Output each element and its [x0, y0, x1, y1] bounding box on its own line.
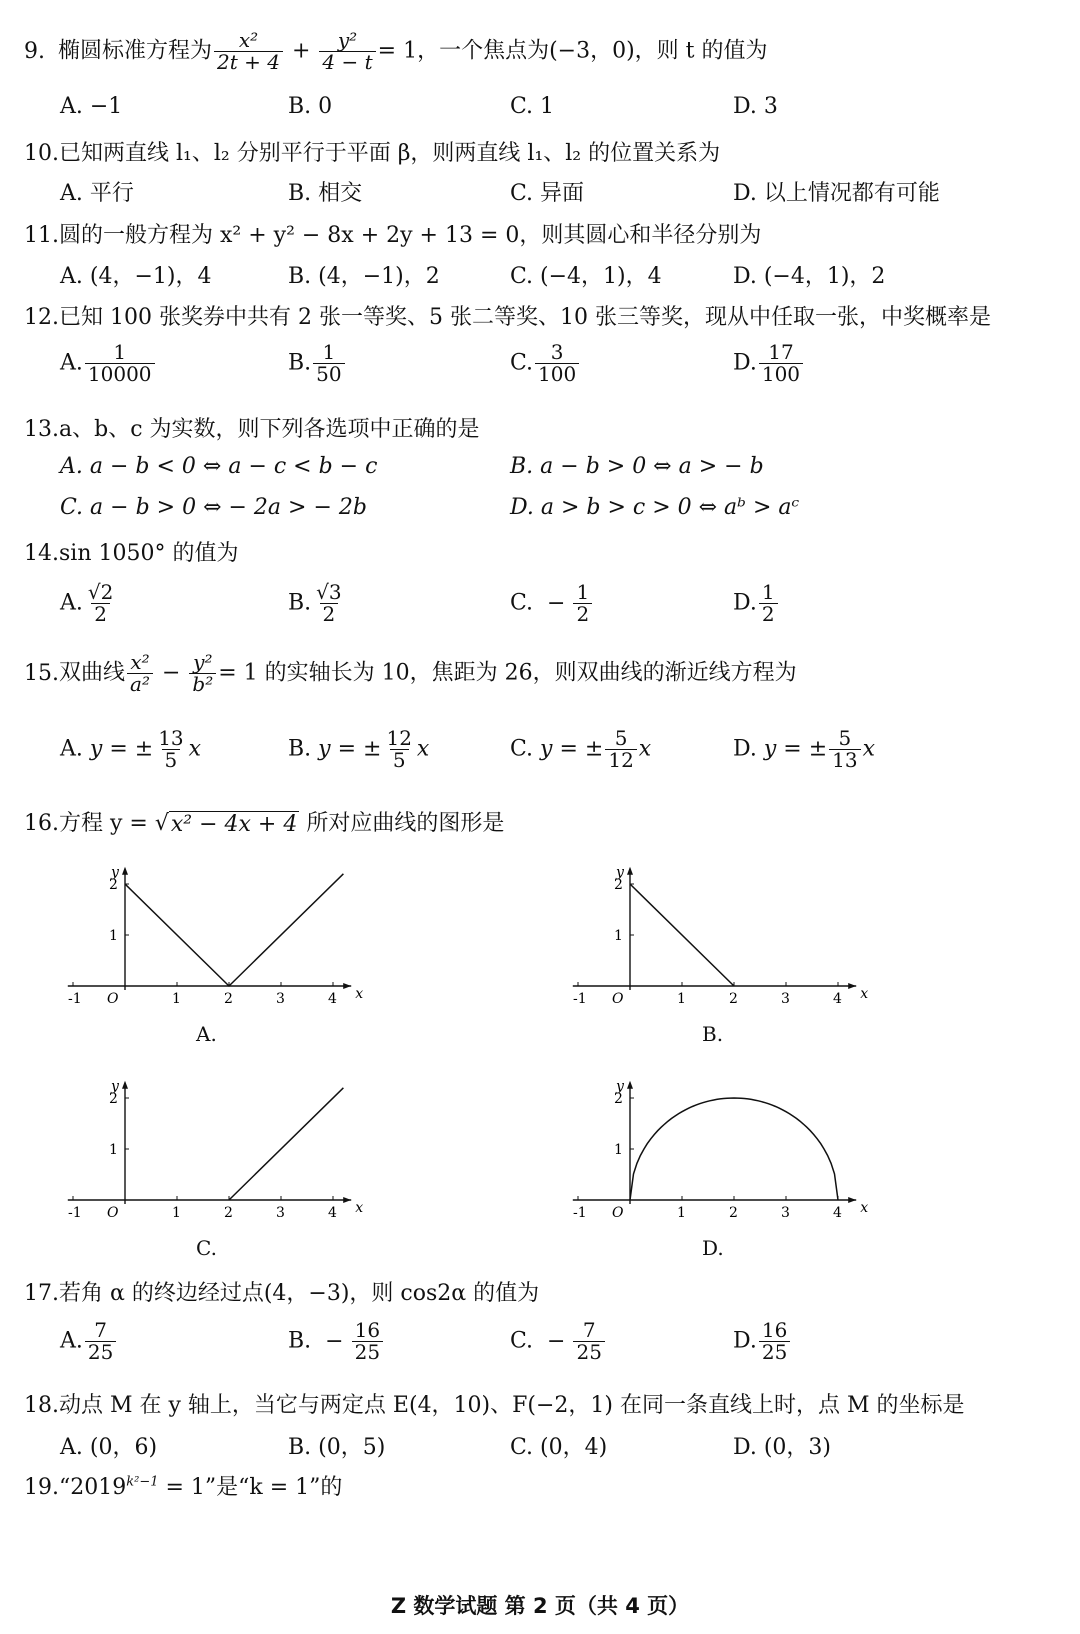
y-axis-label: y — [616, 1078, 624, 1095]
question-14: 14.sin 1050° 的值为 — [24, 541, 239, 566]
question-number: 16. — [24, 811, 59, 836]
option-c: C. − $\frac{1}{2}$ — [510, 582, 594, 625]
option-a: A. $\frac{√2}{2}$ — [60, 580, 114, 626]
graph-curve — [125, 874, 343, 986]
option-d: D. $\frac{16}{25}$ — [733, 1320, 792, 1363]
x-tick-label: 4 — [833, 1205, 842, 1221]
option-d: D. y = ± $\frac{5}{13}$ x — [733, 726, 876, 772]
x-tick-label: 4 — [328, 1205, 337, 1221]
question-number: 12. — [24, 305, 59, 330]
y-tick-label: 2 — [109, 877, 118, 893]
x-tick-label: -1 — [68, 1205, 82, 1221]
question-number: 17. — [24, 1281, 59, 1306]
x-axis-label: x — [355, 1200, 364, 1216]
question-16: 16.方程 y = √ x² − 4x + 4 所对应曲线的图形是 — [24, 811, 505, 837]
x-tick-label: 3 — [781, 991, 790, 1007]
option-a: A. 平行 — [60, 181, 134, 206]
x-tick-label: 4 — [833, 991, 842, 1007]
origin-label: O — [107, 991, 119, 1007]
option-c: C. y = ± $\frac{5}{12}$ x — [510, 726, 652, 772]
question-number: 15. — [24, 660, 59, 686]
option-a: A. (0，6) — [60, 1435, 158, 1460]
question-number: 9. — [24, 38, 45, 64]
question-15: 15.双曲线 $\frac{\text{x²}}{\text{a²}}$ − $\frac{\text{y²}}{\text{b²}}$ = 1 的实轴长为 10，焦距为 26，则双曲线的渐近线方程为 — [24, 650, 797, 696]
x-tick-label: 2 — [224, 991, 233, 1007]
option-b: B. (0，5) — [288, 1435, 386, 1460]
option-c: C. (0，4) — [510, 1435, 608, 1460]
question-13: 13.a、b、c 为实数，则下列各选项中正确的是 — [24, 417, 480, 442]
graph-d — [565, 1064, 869, 1224]
option-c: C. − $\frac{7}{25}$ — [510, 1320, 607, 1363]
page-footer: Z 数学试题 第 2 页（共 4 页） — [390, 1594, 690, 1618]
question-9: 9. 椭圆标准方程为 $\frac{\text{x²}}{2t + 4}$ + $\frac{\text{y²}}{4 - t}$ = 1，一个焦点为(−3，0)，则 t 的值为 — [24, 28, 768, 74]
graph-caption: B. — [702, 1022, 724, 1046]
x-axis-arrow — [848, 1197, 856, 1203]
x-tick-label: -1 — [573, 991, 587, 1007]
x-tick-label: 2 — [224, 1205, 233, 1221]
x-tick-label: 3 — [781, 1205, 790, 1221]
option-b: B. a − b > 0 ⇔ a > − b — [510, 454, 764, 479]
option-c: C. a − b > 0 ⇔ − 2a > − 2b — [60, 495, 367, 520]
option-b: B. (4，−1)，2 — [288, 264, 440, 289]
option-b: B. 0 — [288, 94, 333, 119]
option-b: B. − $\frac{16}{25}$ — [288, 1320, 385, 1363]
graph-a — [60, 850, 364, 1010]
graph-curve — [229, 1088, 343, 1200]
question-number: 19. — [24, 1475, 59, 1500]
option-c: C. (−4，1)，4 — [510, 264, 662, 289]
origin-label: O — [612, 1205, 624, 1221]
x-tick-label: 4 — [328, 991, 337, 1007]
origin-label: O — [107, 1205, 119, 1221]
question-18: 18.动点 M 在 y 轴上，当它与两定点 E(4，10)、F(−2，1) 在同一条直线上时，点 M 的坐标是 — [24, 1393, 965, 1418]
x-axis-arrow — [848, 983, 856, 989]
question-number: 10. — [24, 141, 59, 166]
square-root: √ x² − 4x + 4 — [154, 811, 298, 837]
option-a: A. $\frac{7}{25}$ — [60, 1320, 118, 1363]
y-axis-label: y — [111, 1078, 119, 1095]
option-a: A. y = ± $\frac{13}{5}$ x — [60, 726, 202, 772]
question-number: 13. — [24, 417, 59, 442]
option-d: D. $\frac{1}{2}$ — [733, 582, 780, 625]
graph-caption: C. — [196, 1236, 217, 1260]
option-d: D. $\frac{17}{100}$ — [733, 342, 805, 385]
option-c: C. 异面 — [510, 181, 585, 206]
option-d: D. 以上情况都有可能 — [733, 181, 940, 206]
x-tick-label: -1 — [573, 1205, 587, 1221]
option-b: B. y = ± $\frac{12}{5}$ x — [288, 726, 430, 772]
y-axis-arrow — [627, 867, 633, 875]
x-axis-label: x — [355, 986, 364, 1002]
x-tick-label: 1 — [677, 991, 686, 1007]
option-d: D. a > b > c > 0 ⇔ aᵇ > aᶜ — [510, 495, 800, 520]
x-tick-label: 1 — [172, 1205, 181, 1221]
fraction: $\frac{\text{x²}}{2t + 4}$ — [214, 30, 283, 73]
y-tick-label: 1 — [109, 928, 118, 944]
y-tick-label: 2 — [614, 877, 623, 893]
option-a: A. $\frac{1}{10000}$ — [60, 342, 157, 385]
x-axis-label: x — [860, 1200, 869, 1216]
y-axis-arrow — [627, 1081, 633, 1089]
x-tick-label: -1 — [68, 991, 82, 1007]
question-number: 11. — [24, 223, 59, 248]
question-number: 18. — [24, 1393, 59, 1418]
question-number: 14. — [24, 541, 59, 566]
x-tick-label: 3 — [276, 1205, 285, 1221]
x-axis-arrow — [343, 983, 351, 989]
graph-caption: A. — [196, 1022, 217, 1046]
graph-b — [565, 850, 869, 1010]
option-c: C. $\frac{3}{100}$ — [510, 342, 581, 385]
option-b: B. $\frac{1}{50}$ — [288, 342, 347, 385]
origin-label: O — [612, 991, 624, 1007]
y-tick-label: 1 — [614, 1142, 623, 1158]
option-a: A. (4，−1)，4 — [60, 264, 212, 289]
y-tick-label: 1 — [614, 928, 623, 944]
option-c: C. 1 — [510, 94, 555, 119]
y-axis-label: y — [616, 864, 624, 881]
y-axis-arrow — [122, 867, 128, 875]
option-d: D. (0，3) — [733, 1435, 832, 1460]
y-tick-label: 2 — [109, 1091, 118, 1107]
graph-c — [60, 1064, 364, 1224]
fraction: $\frac{\text{x²}}{\text{a²}}$ — [127, 652, 153, 695]
x-tick-label: 2 — [729, 991, 738, 1007]
graph-caption: D. — [702, 1236, 724, 1260]
graph-curve — [630, 1098, 838, 1200]
fraction: $\frac{\text{y²}}{4 - t}$ — [319, 30, 375, 73]
x-tick-label: 3 — [276, 991, 285, 1007]
fraction: $\frac{\text{y²}}{\text{b²}}$ — [189, 652, 216, 695]
x-tick-label: 1 — [172, 991, 181, 1007]
question-17: 17.若角 α 的终边经过点(4，−3)，则 cos2α 的值为 — [24, 1281, 540, 1306]
option-d: D. (−4，1)，2 — [733, 264, 886, 289]
option-d: D. 3 — [733, 94, 778, 119]
question-19: $19.“2019^{k^2-1} = 1$”是“k = 1”的 — [24, 1474, 343, 1500]
option-b: B. 相交 — [288, 181, 363, 206]
question-12: 12.已知 100 张奖券中共有 2 张一等奖、5 张二等奖、10 张三等奖，现从中任取一张，中奖概率是 — [24, 305, 991, 330]
option-a: A. −1 — [60, 94, 123, 119]
option-a: A. a − b < 0 ⇔ a − c < b − c — [60, 454, 378, 479]
y-tick-label: 1 — [109, 1142, 118, 1158]
y-tick-label: 2 — [614, 1091, 623, 1107]
x-tick-label: 2 — [729, 1205, 738, 1221]
option-b: B. $\frac{√3}{2}$ — [288, 580, 342, 626]
graph-curve — [630, 884, 734, 986]
x-axis-arrow — [343, 1197, 351, 1203]
question-11: 11.圆的一般方程为 x² + y² − 8x + 2y + 13 = 0，则其圆心和半径分别为 — [24, 223, 762, 248]
x-tick-label: 1 — [677, 1205, 686, 1221]
y-axis-arrow — [122, 1081, 128, 1089]
x-axis-label: x — [860, 986, 869, 1002]
question-10: 10.已知两直线 l₁、l₂ 分别平行于平面 β，则两直线 l₁、l₂ 的位置关系为 — [24, 141, 721, 166]
y-axis-label: y — [111, 864, 119, 881]
